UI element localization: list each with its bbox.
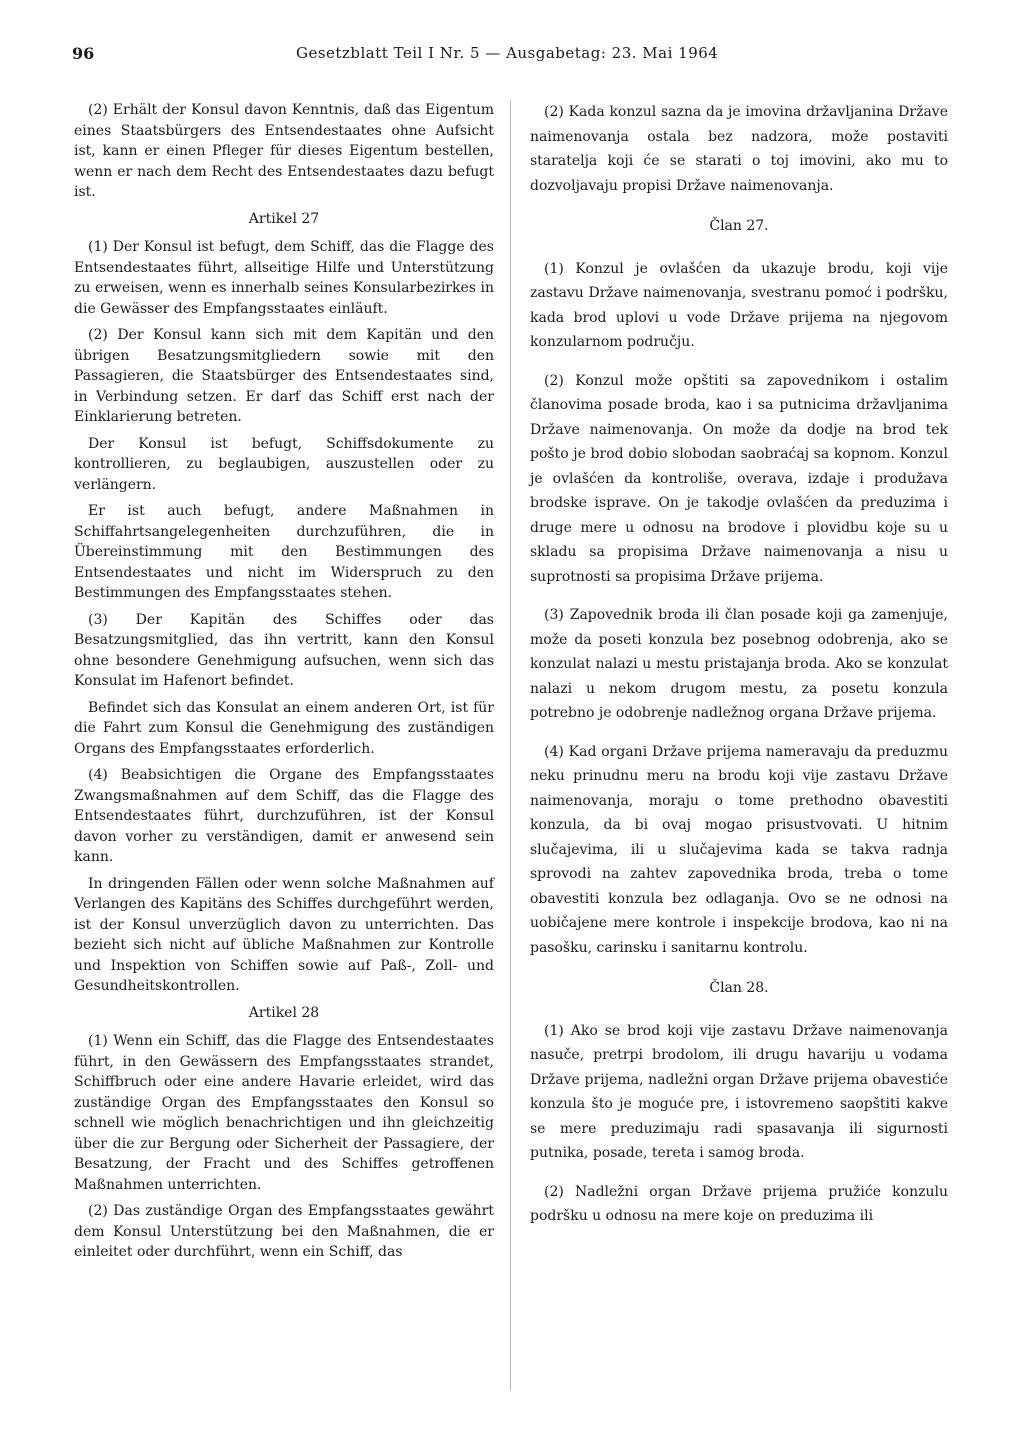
paragraph: (3) Zapovednik broda ili član posade koji ga zamenjuje, može da poseti konzula bez posebnog odobrenja, ako se konzulat nalazi u mestu pristajanja broda. Ako se konzulat nalazi u nekom drugom mestu, za posetu konzula potrebno je odobrenje nadležnog organa Države prijema. [530,607,948,721]
column-divider [510,100,511,1390]
paragraph: (2) Kada konzul sazna da je imovina državljanina Države naimenovanja ostala bez nadzora, može postaviti staratelja koji će se starati o toj imovini, ako mu to dozvoljavaju propisi Države naimenovanja. [530,104,948,194]
page-number: 96 [72,44,95,63]
paragraph: (2) Der Konsul kann sich mit dem Kapitän und den übrigen Besatzungsmitgliedern sowie mit den Passagieren, die Staatsbürger des Entsendestaates sind, in Verbindung setzen. Er darf das Schiff erst nach der Einklarierung betreten. [74,327,494,425]
paragraph: In dringenden Fällen oder wenn solche Maßnahmen auf Verlangen des Kapitäns des Schiffes durchgeführt werden, ist der Konsul unverzüglich davon zu unterrichten. Das bezieht sich nicht auf übliche Maßnahmen zur Kontrolle und Inspektion von Schiffen sowie auf Paß-, Zoll- und Gesundheitskontrollen. [74,875,494,994]
paragraph: (1) Konzul je ovlašćen da ukazuje brodu, koji vije zastavu Države naimenovanja, svestranu pomoć i podršku, kada brod uplovi u vode Države prijema na njegovom konzularnom području. [530,260,948,350]
paragraph: (1) Ako se brod koji vije zastavu Države naimenovanja nasuče, pretrpi brodolom, ili drugu havariju u vodama Države prijema, nadležni organ Države prijema obavestiće konzula što je moguće pre, i istovremeno saopštiti kakve se mere preduzimaju radi spasavanja ili sigurnosti putnika, posade, tereta i samog broda. [530,1022,948,1161]
paragraph: Befindet sich das Konsulat an einem anderen Ort, ist für die Fahrt zum Konsul die Genehmigung des zuständigen Organs des Empfangsstaates erforderlich. [74,699,494,757]
paragraph: (3) Der Kapitän des Schiffes oder das Besatzungsmitglied, das ihn vertritt, kann den Konsul ohne besondere Genehmigung aufsuchen, wenn sich das Konsulat im Hafenort befindet. [74,611,494,689]
article-heading: Član 28. [709,980,769,996]
paragraph: Der Konsul ist befugt, Schiffsdokumente zu kontrollieren, zu beglaubigen, auszustellen oder zu verlängern. [74,435,494,493]
paragraph: (1) Der Konsul ist befugt, dem Schiff, das die Flagge des Entsendestaates führt, allseitige Hilfe und Unterstützung zu erweisen, wenn es innerhalb seines Konsularbezirkes in die Gewässer des Empfangsstaates einläuft. [74,239,494,317]
paragraph: (2) Das zuständige Organ des Empfangsstaates gewährt dem Konsul Unterstützung bei den Maßnahmen, die er einleitet oder durchführt, wenn ein Schiff, das [74,1203,494,1260]
article-heading: Artikel 28 [248,1004,320,1021]
paragraph: (2) Konzul može opštiti sa zapovednikom i ostalim članovima posade broda, kao i sa putnicima državljanima Države naimenovanja. On može da dodje na brod tek pošto je brod dobio slobodan saobraćaj sa kopnom. Konzul je ovlašćen da kontroliše, overava, izdaje i produžava brodske isprave. On je takodje ovlašćen da preduzima i druge mere u odnosu na brodove i plovidbu koje su u skladu sa propisima Države naimenovanja a nisu u suprotnosti sa propisima Države prijema. [530,372,948,585]
paragraph: Er ist auch befugt, andere Maßnahmen in Schiffahrtsangelegenheiten durchzuführen, die in Übereinstimmung mit den Bestimmungen des Entsendestaates und nicht im Widerspruch zu den Bestimmungen des Empfangsstaates stehen. [74,503,494,601]
serbian-column [530,100,948,1243]
running-header: Gesetzblatt Teil I Nr. 5 — Ausgabetag: 23. Mai 1964 [296,44,719,62]
paragraph: (4) Kad organi Države prijema nameravaju da preduzmu neku prinudnu meru na brodu koji vije zastavu Države naimenovanja, moraju o tome prethodno obavestiti konzula, da bi ovaj mogao prisustvovati. U hitnim slučajevima, ili u slučajevima kada se takva radnja sprovodi na zahtev zapovednika broda, treba o tome obavestiti konzula bez odlaganja. Ovo se ne odnosi na uobičajene mere kontrole i inspekcije brodova, kao ni na pasošku, carinsku i sanitarnu kontrolu. [530,743,948,956]
paragraph: (2) Nadležni organ Države prijema pružiće konzulu podršku u odnosu na mere koje on preduzima ili [530,1183,948,1224]
paragraph: (1) Wenn ein Schiff, das die Flagge des Entsendestaates führt, in den Gewässern des Empfangsstaates strandet, Schiffbruch oder eine andere Havarie erleidet, wird das zuständige Organ des Empfangsstaates den Konsul so schnell wie möglich benachrichtigen und ihn gleichzeitig über die zur Bergung oder Sicherheit der Passagiere, der Besatzung, der Fracht und des Schiffes getroffenen Maßnahmen unterrichten. [74,1033,494,1193]
article-heading: Član 27. [709,218,769,234]
article-heading: Artikel 27 [248,210,320,227]
paragraph: (2) Erhält der Konsul davon Kenntnis, daß das Eigentum eines Staatsbürgers des Entsendestaates ohne Aufsicht ist, kann er einen Pfleger für dieses Eigentum bestellen, wenn er nach dem Recht des Entsendestaates dazu befugt ist. [74,102,494,200]
german-column [74,100,494,1269]
paragraph: (4) Beabsichtigen die Organe des Empfangsstaates Zwangsmaßnahmen auf dem Schiff, das die Flagge des Entsendestaates führt, durchzuführen, ist der Konsul davon vorher zu verständigen, damit er anwesend sein kann. [74,767,494,865]
